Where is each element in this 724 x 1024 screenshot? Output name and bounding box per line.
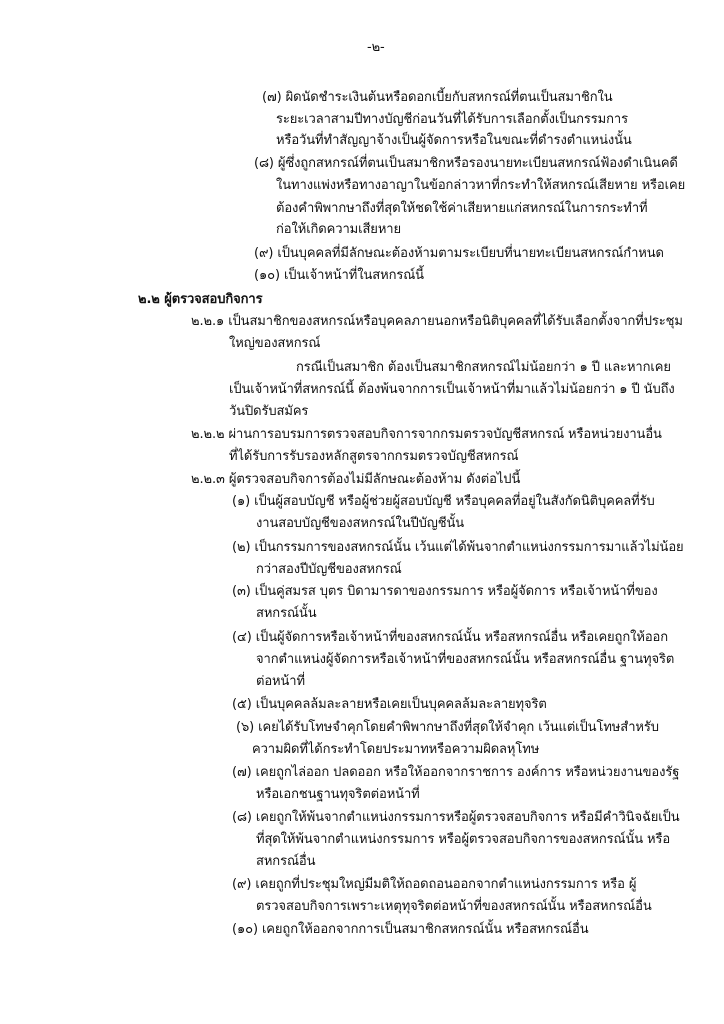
s222-line-2: ที่ได้รับการรับรองหลักสูตรจากกรมตรวจบัญชีสหกรณ์ (229, 449, 519, 464)
s221-line-2: ใหญ่ของสหกรณ์ (229, 336, 321, 351)
s221-line-5: วันปิดรับสมัคร (229, 404, 309, 419)
item-8-line-4: ก่อให้เกิดความเสียหาย (276, 222, 401, 237)
s223-item-3-line-2: สหกรณ์นั้น (256, 606, 317, 621)
s221-line-4: เป็นเจ้าหน้าที่สหกรณ์นี้ ต้องพ้นจากการเป็นเจ้าหน้าที่มาแล้วไม่น้อยกว่า ๑ ปี นับถึง (229, 382, 675, 397)
s223-item-6-line-2: ความผิดที่ได้กระทำโดยประมาทหรือความผิดลหุโทษ (252, 742, 540, 757)
item-7-line-2: ระยะเวลาสามปีทางบัญชีก่อนวันที่ได้รับการเลือกตั้งเป็นกรรมการ (276, 112, 629, 127)
item-9: (๙) เป็นบุคคลที่มีลักษณะต้องห้ามตามระเบียบที่นายทะเบียนสหกรณ์กำหนด (254, 246, 664, 261)
s223-item-8-line-3: สหกรณ์อื่น (256, 854, 316, 869)
page-number: -๒- (367, 40, 385, 55)
s223-item-6-line-1: (๖) เคยได้รับโทษจำคุกโดยคำพิพากษาถึงที่สุดให้จำคุก เว้นแต่เป็นโทษสำหรับ (236, 720, 659, 735)
s223-item-3-line-1: (๓) เป็นคู่สมรส บุตร บิดามารดาของกรรมการ หรือผู้จัดการ หรือเจ้าหน้าที่ของ (232, 584, 658, 599)
s223-item-2-line-2: กว่าสองปีบัญชีของสหกรณ์ (256, 562, 402, 577)
s223-item-7-line-2: หรือเอกชนฐานทุจริตต่อหน้าที่ (256, 787, 420, 802)
s223-item-1-line-1: (๑) เป็นผู้สอบบัญชี หรือผู้ช่วยผู้สอบบัญชี หรือบุคคลที่อยู่ในสังกัดนิติบุคคลที่รับ (232, 494, 655, 509)
item-7-line-3: หรือวันที่ทำสัญญาจ้างเป็นผู้จัดการหรือในขณะที่ดำรงตำแหน่งนั้น (276, 133, 632, 148)
s223-item-2-line-1: (๒) เป็นกรรมการของสหกรณ์นั้น เว้นแต่ได้พ้นจากตำแหน่งกรรมการมาแล้วไม่น้อย (232, 540, 684, 555)
item-10: (๑๐) เป็นเจ้าหน้าที่ในสหกรณ์นี้ (254, 268, 424, 283)
s223-item-4-line-2: จากตำแหน่งผู้จัดการหรือเจ้าหน้าที่ของสหกรณ์นั้น หรือสหกรณ์อื่น ฐานทุจริต (256, 652, 675, 667)
item-8-line-1: (๘) ผู้ซึ่งถูกสหกรณ์ที่ตนเป็นสมาชิกหรือรองนายทะเบียนสหกรณ์ฟ้องดำเนินคดี (254, 156, 678, 171)
section-heading-2-2: ๒.๒ ผู้ตรวจสอบกิจการ (138, 292, 263, 307)
item-7-line-1: (๗) ผิดนัดชำระเงินต้นหรือดอกเบี้ยกับสหกรณ์ที่ตนเป็นสมาชิกใน (262, 90, 613, 105)
s221-line-1: ๒.๒.๑ เป็นสมาชิกของสหกรณ์หรือบุคคลภายนอกหรือนิติบุคคลที่ได้รับเลือกตั้งจากที่ประชุม (191, 314, 683, 329)
s223-item-7-line-1: (๗) เคยถูกไล่ออก ปลดออก หรือให้ออกจากราชการ องค์การ หรือหน่วยงานของรัฐ (232, 765, 680, 780)
s223-item-4-line-1: (๔) เป็นผู้จัดการหรือเจ้าหน้าที่ของสหกรณ์นั้น หรือสหกรณ์อื่น หรือเคยถูกให้ออก (232, 630, 669, 645)
item-8-line-3: ต้องคำพิพากษาถึงที่สุดให้ชดใช้ค่าเสียหายแก่สหกรณ์ในการกระทำที่ (276, 201, 648, 216)
s223-item-8-line-2: ที่สุดให้พ้นจากตำแหน่งกรรมการ หรือผู้ตรวจสอบกิจการของสหกรณ์นั้น หรือ (256, 832, 671, 847)
s223-item-4-line-3: ต่อหน้าที่ (256, 674, 305, 689)
item-8-line-2: ในทางแพ่งหรือทางอาญาในข้อกล่าวหาที่กระทำให้สหกรณ์เสียหาย หรือเคย (276, 178, 686, 193)
s223-item-5: (๕) เป็นบุคคลล้มละลายหรือเคยเป็นบุคคลล้มละลายทุจริต (232, 697, 547, 712)
s223-item-9-line-2: ตรวจสอบกิจการเพราะเหตุทุจริตต่อหน้าที่ของสหกรณ์นั้น หรือสหกรณ์อื่น (256, 899, 652, 914)
s222-line-1: ๒.๒.๒ ผ่านการอบรมการตรวจสอบกิจการจากกรมตรวจบัญชีสหกรณ์ หรือหน่วยงานอื่น (191, 427, 662, 442)
s221-line-3: กรณีเป็นสมาชิก ต้องเป็นสมาชิกสหกรณ์ไม่น้อยกว่า ๑ ปี และหากเคย (296, 360, 671, 375)
s223-item-1-line-2: งานสอบบัญชีของสหกรณ์ในปีบัญชีนั้น (256, 516, 465, 531)
s223-item-9-line-1: (๙) เคยถูกที่ประชุมใหญ่มีมติให้ถอดถอนออกจากตำแหน่งกรรมการ หรือ ผู้ (232, 877, 637, 892)
s223-heading: ๒.๒.๓ ผู้ตรวจสอบกิจการต้องไม่มีลักษณะต้องห้าม ดังต่อไปนี้ (191, 472, 521, 487)
s223-item-10: (๑๐) เคยถูกให้ออกจากการเป็นสมาชิกสหกรณ์นั้น หรือสหกรณ์อื่น (232, 922, 589, 937)
s223-item-8-line-1: (๘) เคยถูกให้พ้นจากตำแหน่งกรรมการหรือผู้ตรวจสอบกิจการ หรือมีคำวินิจฉัยเป็น (232, 810, 680, 825)
